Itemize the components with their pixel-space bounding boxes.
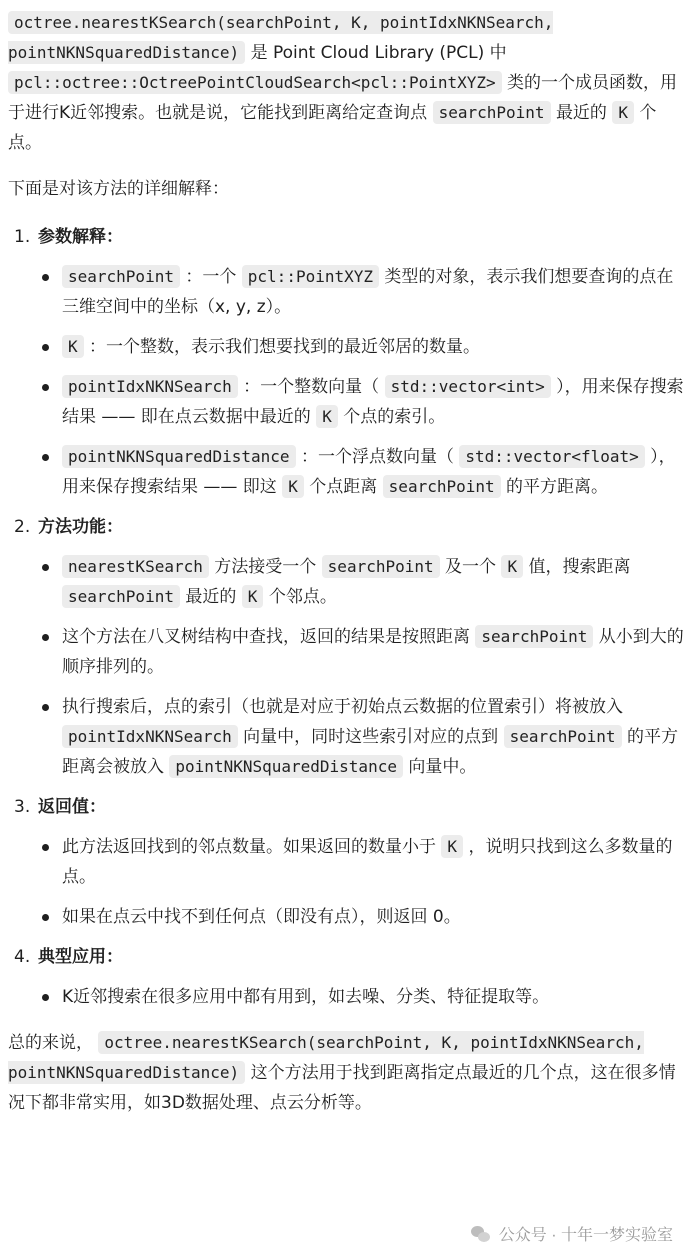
bullet-dot [42,704,49,711]
section-return [8,792,684,932]
section-title-text: 典型应用： [38,947,123,967]
inline-code: K [242,585,264,608]
bullet-dot [42,564,49,571]
inline-code: searchPoint [504,725,622,748]
bullet-dot [42,634,49,641]
inline-code: searchPoint [322,555,440,578]
section-parameters [8,222,684,502]
section-title-text: 方法功能： [38,517,123,537]
text: ），用来保存搜索结果 —— 即这 [62,447,676,497]
inline-code: searchPoint [62,265,180,288]
bullet-list [8,832,684,932]
inline-code: searchPoint [383,475,501,498]
inline-code: K [316,405,338,428]
bullet-dot [42,384,49,391]
text: 个点。 [8,103,657,153]
intro-paragraph [8,8,684,158]
text: ：一个整数向量（ [243,377,380,397]
inline-code: K [441,835,463,858]
inline-code: searchPoint [475,625,593,648]
inline-code: nearestKSearch [62,555,209,578]
text: 值，搜索距离 [528,557,631,577]
text: 如果在点云中找不到任何点（即没有点），则返回 0。 [62,907,461,927]
section-number: 2. [14,517,31,537]
inline-code: std::vector<float> [459,445,644,468]
text: ：一个 [185,267,237,287]
inline-code: octree.nearestKSearch(searchPoint, K, pointIdxNKNSearch, pointNKNSquaredDistance) [8,1033,644,1082]
list-item [8,262,684,322]
text: 及一个 [445,557,497,577]
inline-code: pointIdxNKNSearch [62,375,238,398]
list-item [8,622,684,682]
document [8,8,684,1118]
text: 类的一个成员函数，用于进行K近邻搜索。也就是说，它能找到距离给定查询点 [8,73,678,123]
list-item [8,372,684,432]
inline-code: searchPoint [62,585,180,608]
section-title-text: 返回值： [38,797,106,817]
section-number: 3. [14,797,31,817]
inline-code: K [612,101,634,124]
inline-code: K [282,475,304,498]
section-title [8,512,684,542]
text: 这个方法用于找到距离指定点最近的几个点，这在很多情况下都非常实用，如3D数据处理、点云分析等。 [8,1063,676,1113]
bullet-list [8,982,684,1012]
summary-paragraph [8,1028,684,1118]
text: 此方法返回找到的邻点数量。如果返回的数量小于 [62,837,436,857]
bullet-list [8,262,684,502]
bullet-dot [42,914,49,921]
text: 个点的索引。 [343,407,446,427]
text: K近邻搜索在很多应用中都有用到，如去噪、分类、特征提取等。 [62,987,550,1007]
text: 最近的 [555,103,607,123]
list-item [8,692,684,782]
section-title [8,222,684,252]
watermark-text: 公众号 · 十年一梦实验室 [498,1227,673,1244]
bullet-dot [42,844,49,851]
section-number: 1. [14,227,31,247]
text: 的平方距离会被放入 [62,727,678,777]
text: 这个方法在八叉树结构中查找，返回的结果是按照距离 [62,627,470,647]
text: 向量中。 [408,757,477,777]
inline-code: pointIdxNKNSearch [62,725,238,748]
inline-code: searchPoint [433,101,551,124]
text: 是 Point Cloud Library (PCL) 中 [250,43,507,63]
inline-code: std::vector<int> [385,375,551,398]
section-function [8,512,684,782]
section-title-text: 参数解释： [38,227,123,247]
section-title [8,942,684,972]
text: 个点距离 [309,477,378,497]
text: 向量中，同时这些索引对应的点到 [243,727,499,747]
inline-code: pcl::octree::OctreePointCloudSearch<pcl::PointXYZ> [8,71,502,94]
bullet-dot [42,274,49,281]
text: ：一个整数，表示我们想要找到的最近邻居的数量。 [89,337,481,357]
list-item [8,982,684,1012]
inline-code: pointNKNSquaredDistance [169,755,403,778]
text: 执行搜索后，点的索引（也就是对应于初始点云数据的位置索引）将被放入 [62,697,623,717]
list-item [8,332,684,362]
text: ），用来保存搜索结果 —— 即在点云数据中最近的 [62,377,684,427]
section-title [8,792,684,822]
text: 个邻点。 [268,587,337,607]
inline-code: K [501,555,523,578]
wechat-icon [471,1225,491,1243]
inline-code: pcl::PointXYZ [242,265,379,288]
text: 总的来说， [8,1033,93,1053]
section-applications [8,942,684,1012]
watermark [471,1222,673,1245]
lead-paragraph: 下面是对该方法的详细解释： [8,179,229,199]
text: ：一个浮点数向量（ [300,447,454,467]
text: 类型的对象，表示我们想要查询的点在三维空间中的坐标（x, y, z）。 [62,267,674,317]
inline-code: pointNKNSquaredDistance [62,445,296,468]
inline-code: octree.nearestKSearch(searchPoint, K, pointIdxNKNSearch, pointNKNSquaredDistance) [8,13,554,62]
list-item [8,552,684,612]
bullet-dot [42,454,49,461]
section-number: 4. [14,947,31,967]
list-item [8,442,684,502]
bullet-dot [42,344,49,351]
bullet-list [8,552,684,782]
text: 方法接受一个 [214,557,317,577]
inline-code: K [62,335,84,358]
list-item [8,832,684,892]
text: 最近的 [185,587,237,607]
bullet-dot [42,994,49,1001]
text: 的平方距离。 [506,477,609,497]
text: ，说明只找到这么多数量的点。 [62,837,673,887]
list-item [8,902,684,932]
text: 从小到大的顺序排列的。 [62,627,684,677]
